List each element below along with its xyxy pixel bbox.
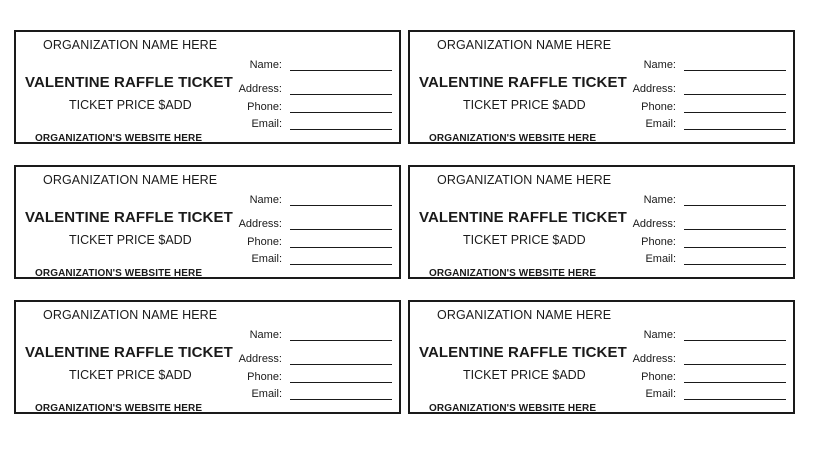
address-label: Address: <box>238 353 282 365</box>
name-field[interactable] <box>684 70 786 71</box>
email-label: Email: <box>251 388 282 400</box>
ticket-title: VALENTINE RAFFLE TICKET <box>25 209 233 226</box>
name-label: Name: <box>643 329 676 341</box>
email-label: Email: <box>251 118 282 130</box>
name-label: Name: <box>249 329 282 341</box>
address-label: Address: <box>632 218 676 230</box>
organization-name: ORGANIZATION NAME HERE <box>43 308 218 322</box>
address-field[interactable] <box>684 229 786 230</box>
email-field[interactable] <box>684 129 786 130</box>
raffle-ticket <box>14 300 401 414</box>
organization-name: ORGANIZATION NAME HERE <box>437 308 612 322</box>
phone-field[interactable] <box>290 112 392 113</box>
email-label: Email: <box>645 388 676 400</box>
ticket-price: TICKET PRICE $ADD <box>463 233 586 247</box>
email-label: Email: <box>251 253 282 265</box>
ticket-title: VALENTINE RAFFLE TICKET <box>419 344 627 361</box>
raffle-ticket <box>408 300 795 414</box>
ticket-price: TICKET PRICE $ADD <box>69 368 192 382</box>
ticket-title: VALENTINE RAFFLE TICKET <box>25 344 233 361</box>
name-label: Name: <box>249 59 282 71</box>
address-field[interactable] <box>684 364 786 365</box>
address-field[interactable] <box>290 94 392 95</box>
name-field[interactable] <box>684 340 786 341</box>
address-label: Address: <box>632 353 676 365</box>
organization-website: ORGANIZATION'S WEBSITE HERE <box>429 268 597 279</box>
phone-label: Phone: <box>247 371 282 383</box>
phone-field[interactable] <box>290 382 392 383</box>
name-field[interactable] <box>684 205 786 206</box>
email-label: Email: <box>645 253 676 265</box>
phone-label: Phone: <box>247 236 282 248</box>
name-field[interactable] <box>290 205 392 206</box>
address-field[interactable] <box>290 364 392 365</box>
raffle-ticket <box>14 165 401 279</box>
email-field[interactable] <box>290 129 392 130</box>
phone-label: Phone: <box>641 236 676 248</box>
ticket-price: TICKET PRICE $ADD <box>463 98 586 112</box>
address-field[interactable] <box>684 94 786 95</box>
organization-website: ORGANIZATION'S WEBSITE HERE <box>429 133 597 144</box>
phone-field[interactable] <box>684 112 786 113</box>
organization-website: ORGANIZATION'S WEBSITE HERE <box>35 133 203 144</box>
raffle-ticket <box>14 30 401 144</box>
phone-label: Phone: <box>247 101 282 113</box>
ticket-price: TICKET PRICE $ADD <box>69 98 192 112</box>
ticket-title: VALENTINE RAFFLE TICKET <box>419 209 627 226</box>
name-label: Name: <box>249 194 282 206</box>
address-label: Address: <box>238 218 282 230</box>
organization-website: ORGANIZATION'S WEBSITE HERE <box>35 403 203 414</box>
name-label: Name: <box>643 194 676 206</box>
phone-field[interactable] <box>684 247 786 248</box>
email-field[interactable] <box>290 399 392 400</box>
ticket-title: VALENTINE RAFFLE TICKET <box>25 74 233 91</box>
raffle-ticket <box>408 30 795 144</box>
name-label: Name: <box>643 59 676 71</box>
address-label: Address: <box>632 83 676 95</box>
email-label: Email: <box>645 118 676 130</box>
organization-website: ORGANIZATION'S WEBSITE HERE <box>35 268 203 279</box>
phone-field[interactable] <box>290 247 392 248</box>
organization-name: ORGANIZATION NAME HERE <box>437 173 612 187</box>
ticket-price: TICKET PRICE $ADD <box>69 233 192 247</box>
phone-label: Phone: <box>641 101 676 113</box>
name-field[interactable] <box>290 70 392 71</box>
address-field[interactable] <box>290 229 392 230</box>
email-field[interactable] <box>684 399 786 400</box>
organization-name: ORGANIZATION NAME HERE <box>437 38 612 52</box>
organization-name: ORGANIZATION NAME HERE <box>43 173 218 187</box>
raffle-ticket <box>408 165 795 279</box>
name-field[interactable] <box>290 340 392 341</box>
ticket-title: VALENTINE RAFFLE TICKET <box>419 74 627 91</box>
organization-website: ORGANIZATION'S WEBSITE HERE <box>429 403 597 414</box>
email-field[interactable] <box>684 264 786 265</box>
email-field[interactable] <box>290 264 392 265</box>
phone-field[interactable] <box>684 382 786 383</box>
address-label: Address: <box>238 83 282 95</box>
phone-label: Phone: <box>641 371 676 383</box>
ticket-price: TICKET PRICE $ADD <box>463 368 586 382</box>
organization-name: ORGANIZATION NAME HERE <box>43 38 218 52</box>
